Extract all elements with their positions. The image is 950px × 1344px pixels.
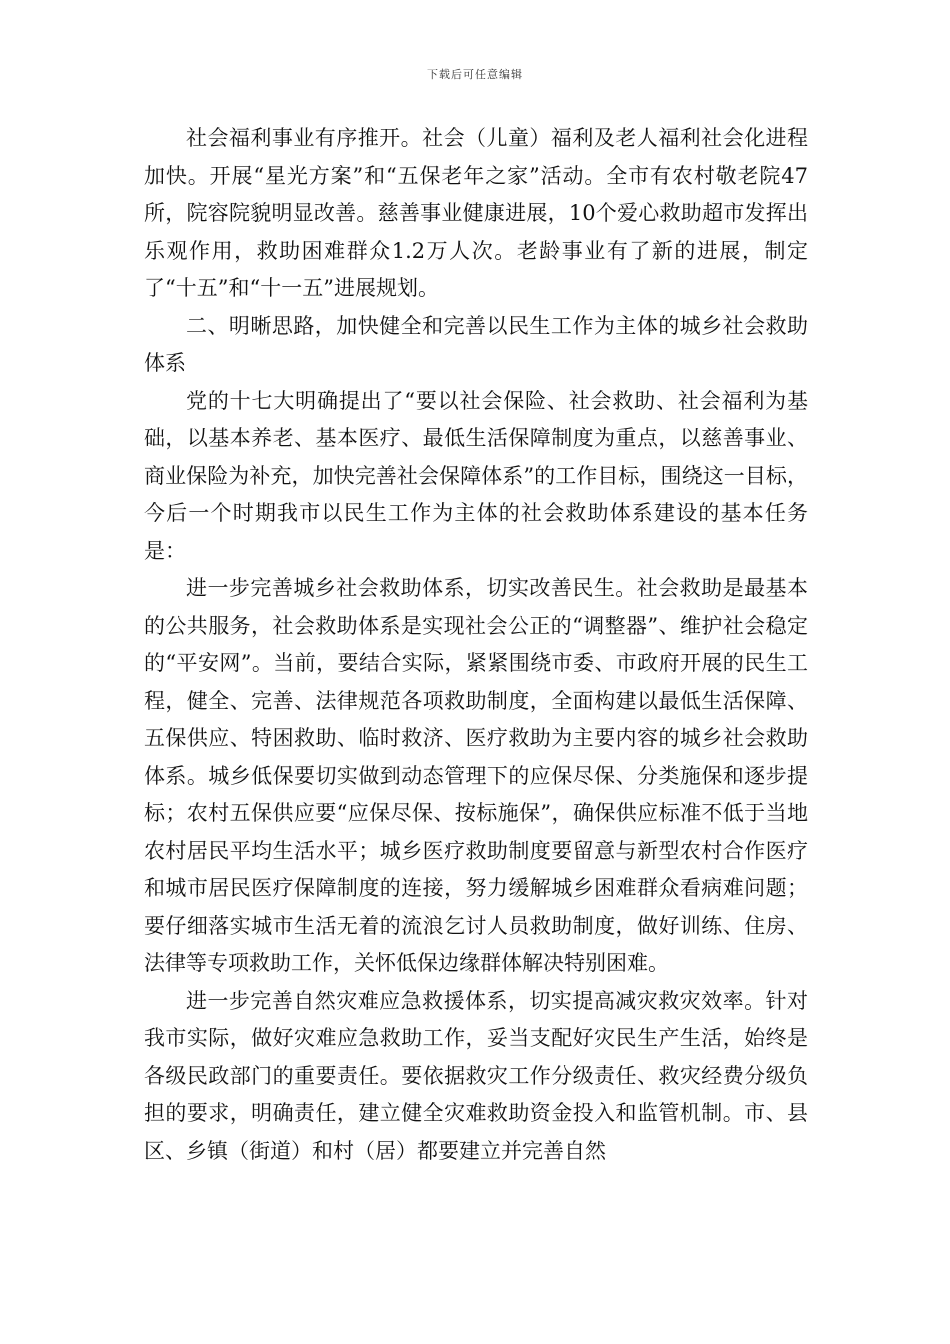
paragraph-social-assistance: 进一步完善城乡社会救助体系，切实改善民生。社会救助是最基本的公共服务，社会救助体系是实现社会公正的“调整器”、维护社会稳定的“平安网”。当前，要结合实际，紧紧围绕市委、市政府开展的民生工程，健全、完善、法律规范各项救助制度，全面构建以最低生活保障、五保供应、特困救助、临时救济、医疗救助为主要内容的城乡社会救助体系。城乡低保要切实做到动态管理下的应保尽保、分类施保和逐步提标；农村五保供应要“应保尽保、按标施保”，确保供应标准不低于当地农村居民平均生活水平；城乡医疗救助制度要留意与新型农村合作医疗和城市居民医疗保障制度的连接，努力缓解城乡困难群众看病难问题；要仔细落实城市生活无着的流浪乞讨人员救助制度，做好训练、住房、法律等专项救助工作，关怀低保边缘群体解决特别困难。 <box>144 576 808 975</box>
document-body <box>144 120 808 1170</box>
section-heading-2: 二、明晰思路，加快健全和完善以民生工作为主体的城乡社会救助体系 <box>144 313 808 375</box>
paragraph-disaster-relief: 进一步完善自然灾难应急救援体系，切实提高减灾救灾效率。针对我市实际，做好灾难应急救助工作，妥当支配好灾民生产生活，始终是各级民政部门的重要责任。要依据救灾工作分级责任、救灾经费分级负担的要求，明确责任，建立健全灾难救助资金投入和监管机制。市、县区、乡镇（街道）和村（居）都要建立并完善自然 <box>144 988 808 1163</box>
paragraph-social-welfare: 社会福利事业有序推开。社会（儿童）福利及老人福利社会化进程加快。开展“星光方案”和“五保老年之家”活动。全市有农村敬老院47所，院容院貌明显改善。慈善事业健康进展，10个爱心救助超市发挥出乐观作用，救助困难群众1.2万人次。老龄事业有了新的进展，制定了“十五”和“十一五”进展规划。 <box>144 126 808 300</box>
page-header: 下载后可任意编辑 <box>427 68 523 81</box>
paragraph-party-congress: 党的十七大明确提出了“要以社会保险、社会救助、社会福利为基础，以基本养老、基本医疗、最低生活保障制度为重点，以慈善事业、商业保险为补充，加快完善社会保障体系”的工作目标，围绕这一目标，今后一个时期我市以民生工作为主体的社会救助体系建设的基本任务是： <box>144 388 808 563</box>
